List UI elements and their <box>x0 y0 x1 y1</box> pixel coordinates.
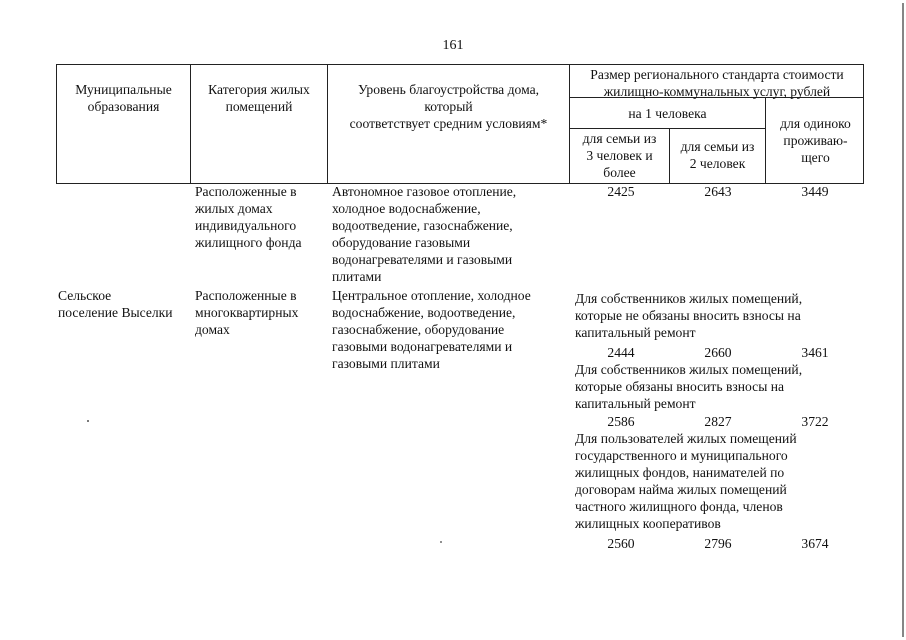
header-family-2: для семьи из 2 человек <box>680 139 755 171</box>
scan-speck <box>87 420 89 422</box>
row-divider <box>569 128 765 129</box>
scan-edge-line <box>902 3 904 637</box>
note-owners-not-obliged: Для собственников жилых помещений, которые не обязаны вносить взносы на капитальный ремонт <box>575 291 803 340</box>
row2-category: Расположенные в многоквартирных домах <box>195 288 299 337</box>
note-owners-obliged: Для собственников жилых помещений, которые обязаны вносить взносы на капитальный ремонт <box>575 362 803 411</box>
header-per-person: на 1 человека <box>628 106 707 121</box>
header-category: Категория жилых помещений <box>208 82 310 114</box>
table-header <box>56 64 864 184</box>
value-family-3: 2444 <box>607 345 635 360</box>
header-family-3: для семьи из 3 человек и более <box>582 131 657 180</box>
header-amenity-level: Уровень благоустройства дома, который соответствует средним условиям* <box>349 82 548 131</box>
scan-speck <box>440 541 442 543</box>
value-single: 3461 <box>801 345 829 360</box>
value-family-3: 2560 <box>607 536 635 551</box>
value-family-2: 2660 <box>704 345 732 360</box>
value-family-2: 2796 <box>704 536 732 551</box>
header-standard-size: Размер регионального стандарта стоимости жилищно-коммунальных услуг, рублей <box>590 67 844 99</box>
row1-amenity-level: Автономное газовое отопление, холодное водоснабжение, водоотведение, газоснабжение, оборудование газовыми водонагревателями и газовыми плитами <box>332 184 517 284</box>
row2-amenity-level: Центральное отопление, холодное водоснабжение, водоотведение, газоснабжение, оборудование газовыми водонагревателями и газовыми плитами <box>332 288 531 371</box>
header-municipality: Муниципальные образования <box>75 82 172 114</box>
row1-category: Расположенные в жилых домах индивидуального жилищного фонда <box>195 184 302 250</box>
value-family-2: 2643 <box>704 184 732 199</box>
value-single: 3722 <box>801 414 829 429</box>
header-single: для одиноко проживаю- щего <box>780 116 851 165</box>
row2-municipality: Сельское поселение Выселки <box>58 288 173 320</box>
page-number: 161 <box>442 38 464 53</box>
note-tenants-users: Для пользователей жилых помещений государственного и муниципального жилищных фондов, нанимателей по договорам найма жилых помещений частного жилищного фонда, членов жилищных кооперативов <box>575 431 797 531</box>
value-single: 3449 <box>801 184 829 199</box>
value-family-2: 2827 <box>704 414 732 429</box>
value-single: 3674 <box>801 536 829 551</box>
value-family-3: 2425 <box>607 184 635 199</box>
value-family-3: 2586 <box>607 414 635 429</box>
